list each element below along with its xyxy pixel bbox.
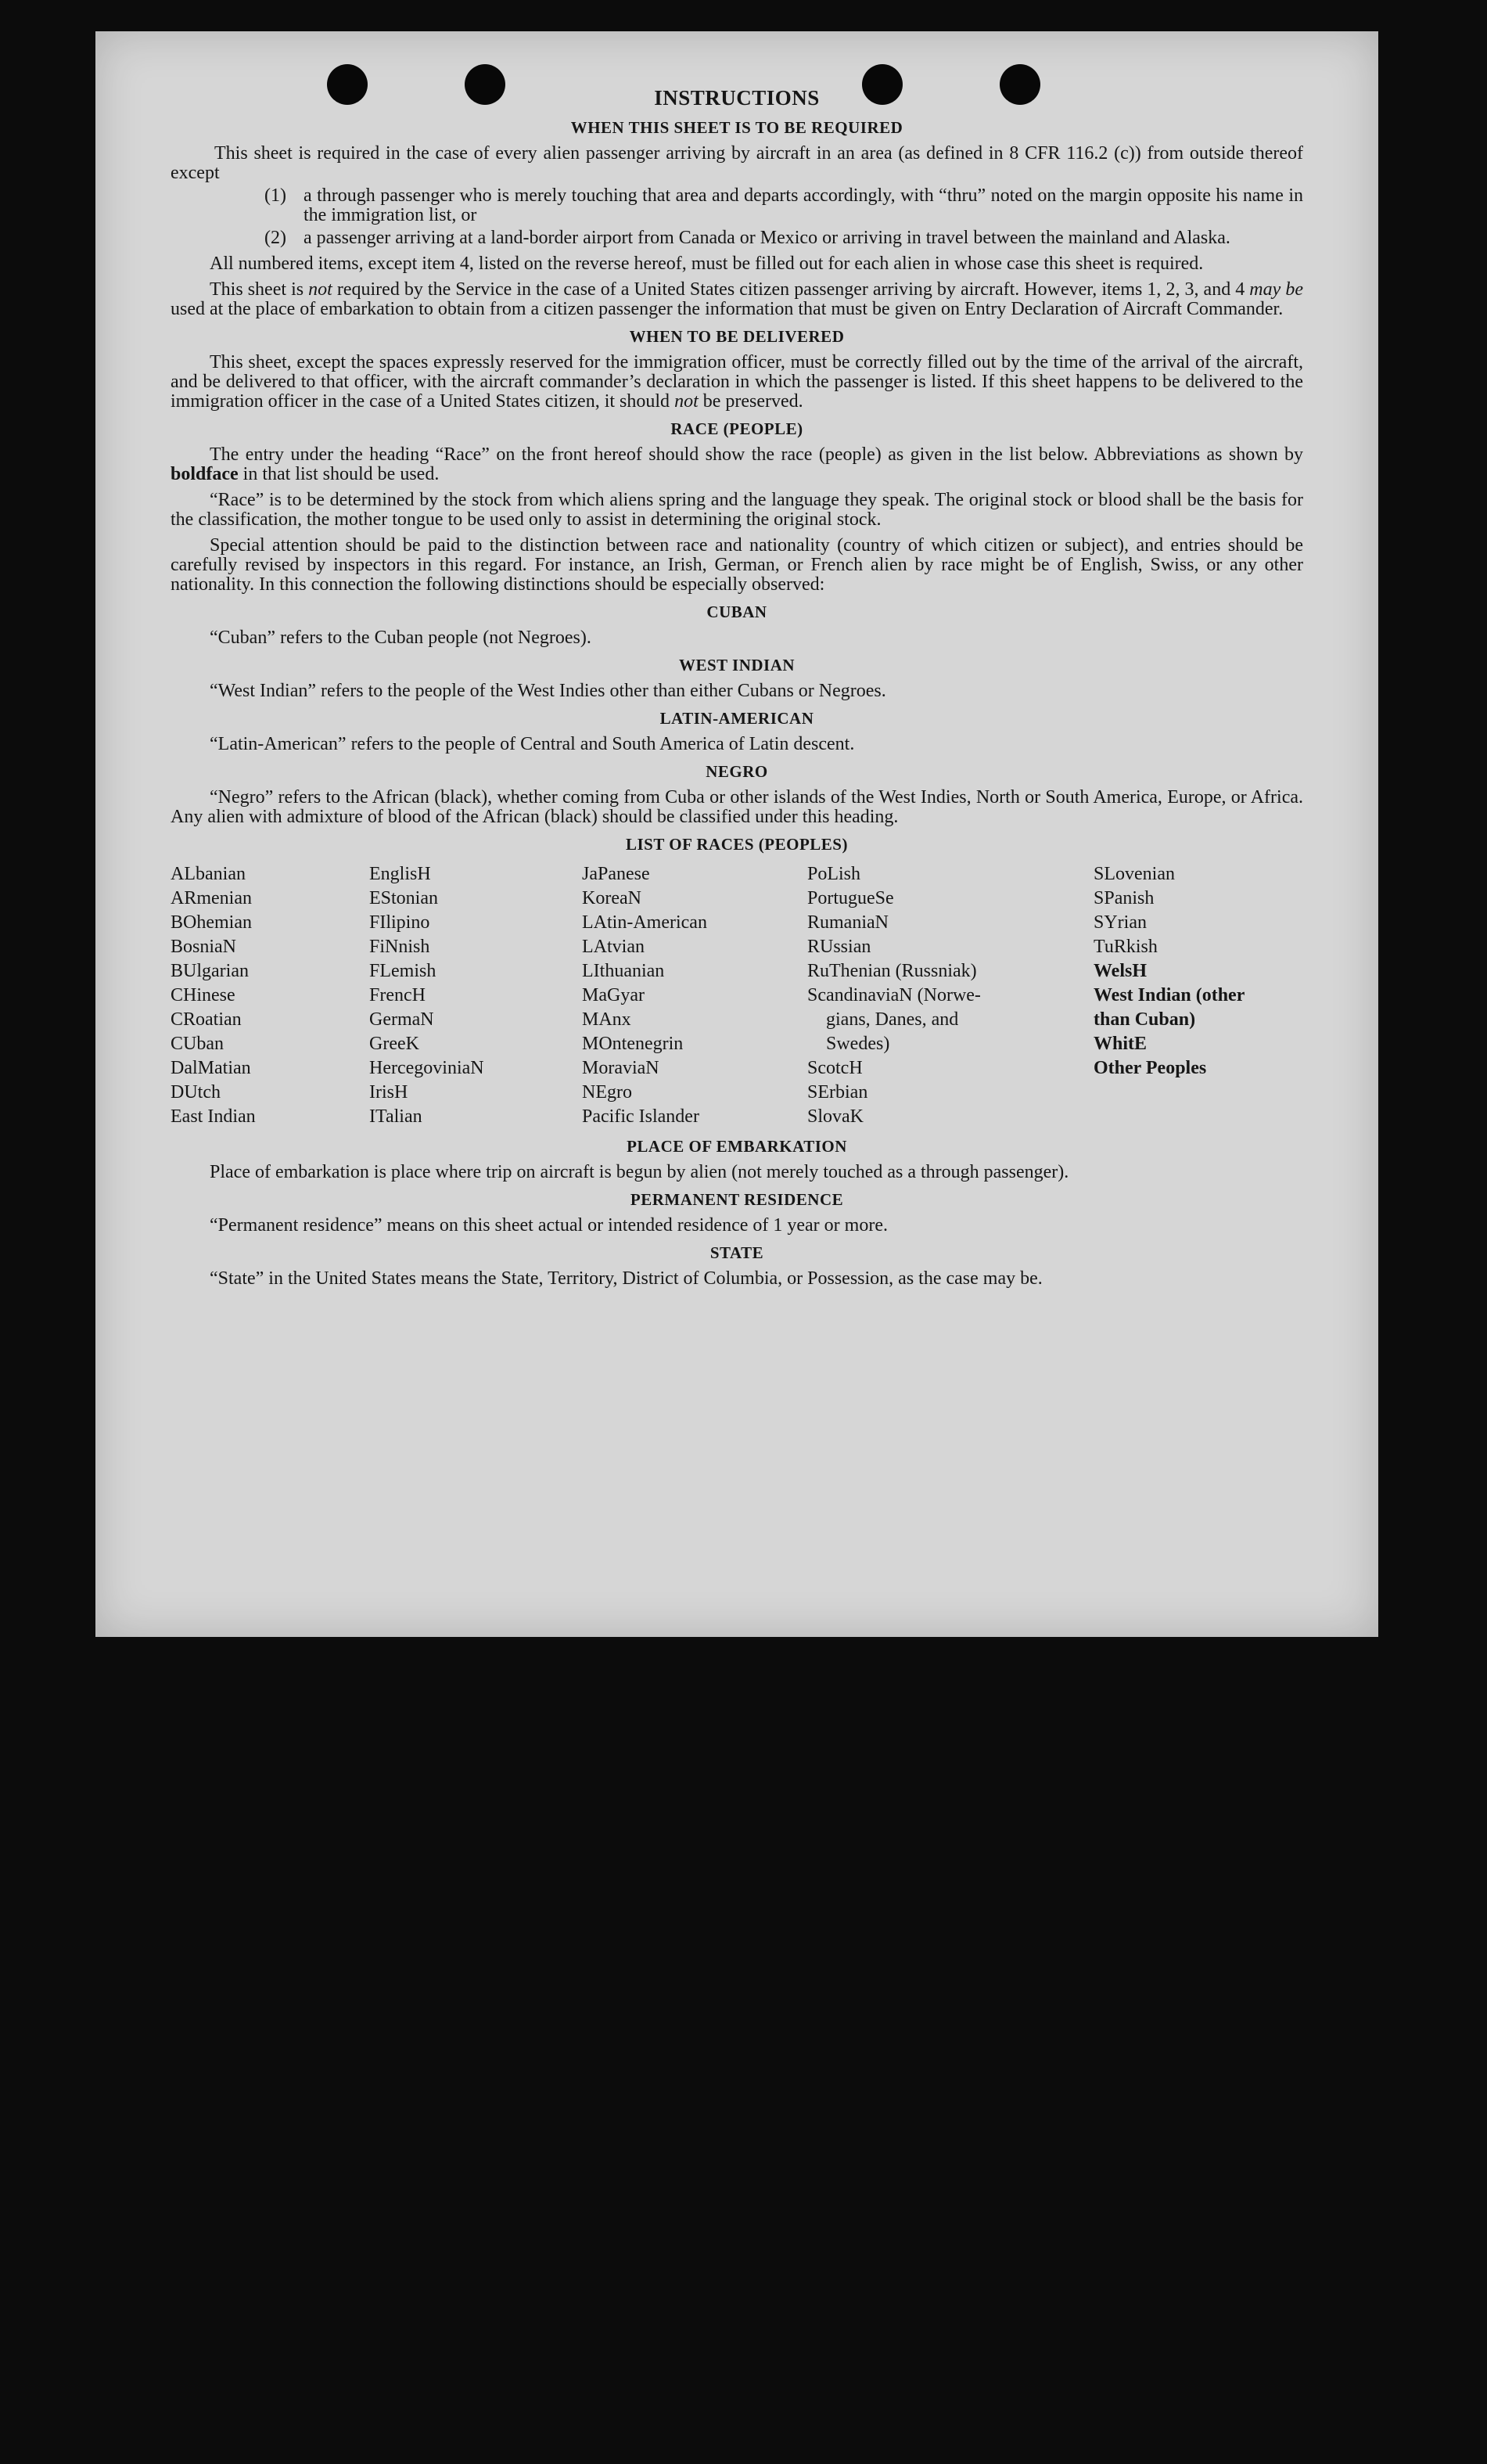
races-column-1 xyxy=(171,862,369,1129)
race-entry: BosniaN xyxy=(171,937,236,957)
race-entry: West Indian (other xyxy=(1094,985,1245,1005)
text-run: in that list should be used. xyxy=(238,464,440,484)
paragraph-race-stock: “Race” is to be determined by the stock from which aliens spring and the language they speak. The original stock or blood shall be the basis for the classification, the mother tongue to be used only to assist in determining the original stock. xyxy=(171,490,1303,530)
race-entry: BUlgarian xyxy=(171,961,249,981)
exception-item xyxy=(264,228,1303,248)
race-entry: RumaniaN xyxy=(807,912,889,933)
race-entry: IrisH xyxy=(369,1082,408,1103)
race-entry: CUban xyxy=(171,1034,224,1054)
text-run: used at the place of embarkation to obtain from a citizen passenger the information that must be given on Entry Declaration of Aircraft Commander. xyxy=(171,299,1284,319)
race-entry: MoraviaN xyxy=(582,1058,659,1078)
item-text: a passenger arriving at a land-border airport from Canada or Mexico or arriving in travel between the mainland and Alaska. xyxy=(304,228,1230,248)
race-entry: ScandinaviaN (Norwe- xyxy=(807,985,981,1005)
race-entry: GreeK xyxy=(369,1034,419,1054)
races-column-2 xyxy=(369,862,582,1129)
race-entry: SErbian xyxy=(807,1082,868,1103)
race-entry: East Indian xyxy=(171,1106,256,1127)
race-entry: ITalian xyxy=(369,1106,422,1127)
italic-run: may be xyxy=(1249,279,1303,300)
race-entry: WelsH xyxy=(1094,961,1148,981)
paragraph-race-entry xyxy=(171,445,1303,484)
subheading-cuban: CUBAN xyxy=(706,603,767,621)
paragraph-embarkation: Place of embarkation is place where trip on aircraft is begun by alien (not merely touched as a through passenger). xyxy=(210,1162,1069,1182)
race-entry: RuThenian (Russniak) xyxy=(807,961,977,981)
race-entry: MaGyar xyxy=(582,985,645,1005)
race-entry: LAtvian xyxy=(582,937,645,957)
race-entry: KoreaN xyxy=(582,888,641,908)
race-entry: MOntenegrin xyxy=(582,1034,684,1054)
page-title: INSTRUCTIONS xyxy=(654,86,820,110)
race-entry: than Cuban) xyxy=(1094,1009,1196,1030)
races-column-4 xyxy=(807,862,1094,1129)
race-entry: RUssian xyxy=(807,937,871,957)
race-entry: HercegoviniaN xyxy=(369,1058,484,1078)
text-run: The entry under the heading “Race” on the front hereof should show the race (people) as given in the list below. Abbreviations as shown by xyxy=(210,444,1303,465)
text-run: required by the Service in the case of a United States citizen passenger arriving by aircraft. However, items 1, 2, 3, and 4 xyxy=(332,279,1250,300)
bold-run: boldface xyxy=(171,464,239,484)
race-entry: PoLish xyxy=(807,864,861,884)
paragraph-negro: “Negro” refers to the African (black), whether coming from Cuba or other islands of the West Indies, North or South America, Europe, or Africa. Any alien with admixture of blood of the African (black) should be classified under this heading. xyxy=(171,787,1303,827)
item-number: (1) xyxy=(264,185,286,206)
race-entry: SlovaK xyxy=(807,1106,864,1127)
text-run: This sheet is xyxy=(210,279,309,300)
race-entry: MAnx xyxy=(582,1009,631,1030)
race-entry: Pacific Islander xyxy=(582,1106,699,1127)
race-entry: SLovenian xyxy=(1094,864,1175,884)
document-page xyxy=(95,31,1378,1637)
race-entry: EnglisH xyxy=(369,864,431,884)
text-run: be preserved. xyxy=(698,391,803,412)
paragraph-required: This sheet is required in the case of every alien passenger arriving by aircraft in an area (as defined in 8 CFR 116.2 (c)) from outside thereof except xyxy=(171,143,1303,183)
paragraph-residence: “Permanent residence” means on this sheet actual or intended residence of 1 year or more. xyxy=(210,1215,888,1236)
subheading-west-indian: WEST INDIAN xyxy=(678,656,796,674)
paragraph-state: “State” in the United States means the State, Territory, District of Columbia, or Possession, as the case may be. xyxy=(210,1268,1043,1289)
race-entry: FrencH xyxy=(369,985,426,1005)
paragraph-numbered-items: All numbered items, except item 4, listed on the reverse hereof, must be filled out for each alien in whose case this sheet is required. xyxy=(210,254,1204,274)
race-entry: ALbanian xyxy=(171,864,246,884)
race-entry: FIlipino xyxy=(369,912,430,933)
race-entry: Other Peoples xyxy=(1094,1058,1207,1078)
race-entry: DUtch xyxy=(171,1082,221,1103)
subheading-latin-american: LATIN-AMERICAN xyxy=(659,709,814,728)
exception-item xyxy=(264,186,1303,225)
race-entry: DalMatian xyxy=(171,1058,251,1078)
text-run: This sheet, except the spaces expressly reserved for the immigration officer, must be correctly filled out by the time of the arrival of the aircraft, and be delivered to that officer, with the aircraft commander’s declaration in which the passenger is listed. If this sheet happens to be delivered to the immigration officer in the case of a United States citizen, it should xyxy=(171,352,1303,412)
paragraph-race-nationality: Special attention should be paid to the distinction between race and nationality (country of which citizen or subject), and entries should be carefully revised by inspectors in this regard. For instance, an Irish, German, or French alien by race might be of English, Swiss, or any other nationality. In this connection the following distinctions should be especially observed: xyxy=(171,535,1303,595)
subheading-state: STATE xyxy=(709,1243,764,1262)
race-entry: SPanish xyxy=(1094,888,1155,908)
italic-run: not xyxy=(674,391,699,412)
paragraph-citizen xyxy=(171,280,1303,319)
race-entry: GermaN xyxy=(369,1009,434,1030)
races-column-3 xyxy=(582,862,807,1129)
race-entry: WhitE xyxy=(1094,1034,1148,1054)
paragraph-latin-american: “Latin-American” refers to the people of Central and South America of Latin descent. xyxy=(210,734,855,754)
race-entry: NEgro xyxy=(582,1082,632,1103)
races-list xyxy=(171,862,1303,1129)
section-heading-race: RACE (PEOPLE) xyxy=(670,419,803,438)
race-entry: FLemish xyxy=(369,961,436,981)
race-entry: CRoatian xyxy=(171,1009,242,1030)
races-column-5 xyxy=(1094,862,1303,1129)
race-entry: TuRkish xyxy=(1094,937,1158,957)
section-heading-required: WHEN THIS SHEET IS TO BE REQUIRED xyxy=(570,118,903,137)
paragraph-west-indian: “West Indian” refers to the people of the West Indies other than either Cubans or Negroes. xyxy=(210,681,886,701)
race-entry: ScotcH xyxy=(807,1058,863,1078)
race-entry: ARmenian xyxy=(171,888,252,908)
item-number: (2) xyxy=(264,228,286,248)
race-entry: SYrian xyxy=(1094,912,1147,933)
race-entry: LIthuanian xyxy=(582,961,665,981)
paragraph-cuban: “Cuban” refers to the Cuban people (not Negroes). xyxy=(210,628,591,648)
section-heading-delivered: WHEN TO BE DELIVERED xyxy=(629,327,845,346)
document-content xyxy=(171,86,1303,1289)
race-entry: gians, Danes, and xyxy=(826,1009,959,1030)
race-entry: EStonian xyxy=(369,888,438,908)
race-entry: CHinese xyxy=(171,985,235,1005)
race-entry: JaPanese xyxy=(582,864,650,884)
race-entry: PortugueSe xyxy=(807,888,894,908)
subheading-list-of-races: LIST OF RACES (PEOPLES) xyxy=(626,835,848,854)
paragraph-delivered xyxy=(171,353,1303,412)
subheading-residence: PERMANENT RESIDENCE xyxy=(630,1190,844,1209)
item-text: a through passenger who is merely touching that area and departs accordingly, with “thru” noted on the margin opposite his name in the immigration list, or xyxy=(304,185,1303,225)
race-entry: Swedes) xyxy=(826,1034,890,1054)
race-entry: FiNnish xyxy=(369,937,430,957)
subheading-negro: NEGRO xyxy=(706,762,768,781)
subheading-embarkation: PLACE OF EMBARKATION xyxy=(627,1137,847,1156)
race-entry: BOhemian xyxy=(171,912,252,933)
italic-run: not xyxy=(308,279,332,300)
race-entry: LAtin-American xyxy=(582,912,707,933)
